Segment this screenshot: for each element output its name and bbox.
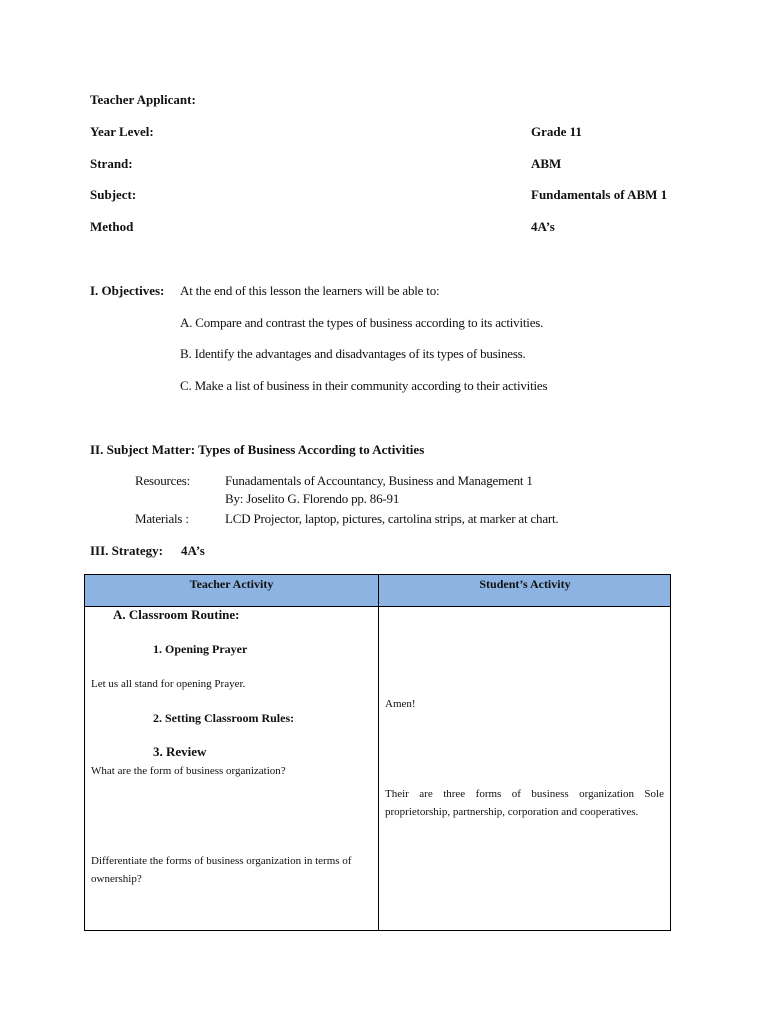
year-level-value: Grade 11 [531,124,582,139]
prayer-instruction: Let us all stand for opening Prayer. [91,678,246,690]
resources-line2: By: Joselito G. Florendo pp. 86-91 [225,491,400,506]
resources-line1: Funadamentals of Accountancy, Business and Management 1 [225,473,533,488]
review-heading: 3. Review [153,744,207,759]
materials-value: LCD Projector, laptop, pictures, cartolina strips, at marker at chart. [225,511,559,526]
subject-value: Fundamentals of ABM 1 [531,187,668,202]
materials-label: Materials : [135,511,189,526]
objectives-label: I. Objectives: [90,283,165,298]
classroom-routine-heading: A. Classroom Routine: [113,607,240,622]
strategy-label: III. Strategy: [90,543,163,558]
strategy-value: 4A’s [181,543,205,558]
column-divider [378,575,379,930]
review-question-1: What are the form of business organization? [91,765,286,777]
review-question-2: Differentiate the forms of business organization in terms of ownership? [91,855,352,885]
subject-label: Subject: [90,187,137,202]
strand-value: ABM [531,156,562,171]
student-amen: Amen! [385,698,416,710]
opening-prayer-heading: 1. Opening Prayer [153,642,248,656]
objective-item: C. Make a list of business in their community according to their activities [180,378,548,393]
objectives-intro: At the end of this lesson the learners will be able to: [180,283,440,298]
method-value: 4A’s [531,219,555,234]
strand-label: Strand: [90,156,133,171]
subject-matter-heading: II. Subject Matter: Types of Business According to Activities [90,442,425,457]
classroom-rules-heading: 2. Setting Classroom Rules: [153,711,295,725]
objective-item: A. Compare and contrast the types of business according to its activities. [180,315,544,330]
header-teacher-activity: Teacher Activity [189,577,274,591]
activity-table [84,574,671,931]
resources-label: Resources: [135,473,191,488]
method-label: Method [90,219,134,234]
year-level-label: Year Level: [90,124,154,139]
header-student-activity: Student’s Activity [479,577,571,591]
teacher-applicant-label: Teacher Applicant: [90,92,196,107]
student-answer-1: Their are three forms of business organization Sole proprietorship, partnership, corporation and cooperatives. [385,788,664,818]
objective-item: B. Identify the advantages and disadvantages of its types of business. [180,346,526,361]
